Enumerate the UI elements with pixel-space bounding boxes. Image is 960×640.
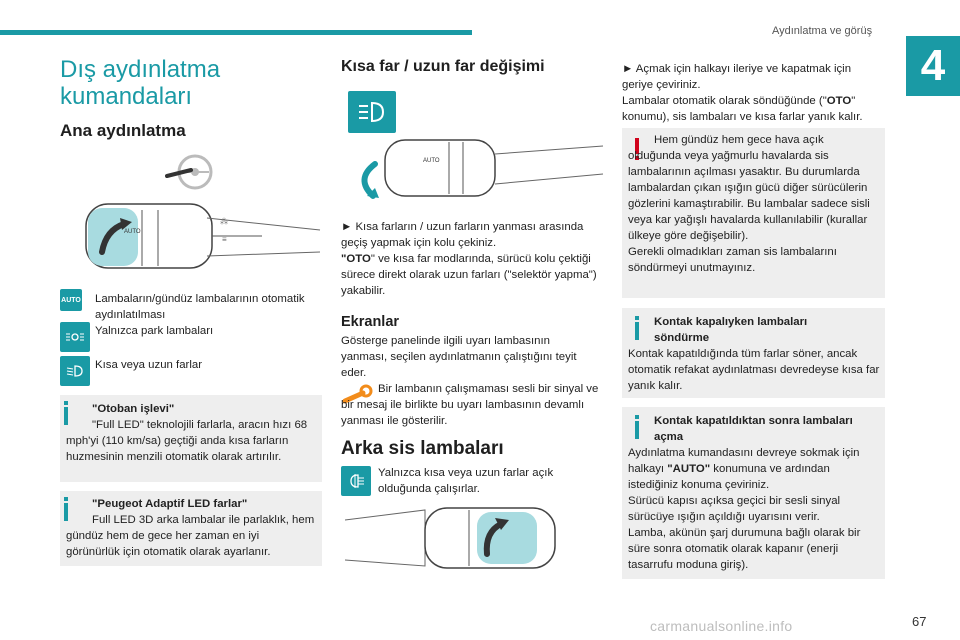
header-accent-bar <box>0 30 472 35</box>
lighting-stalk-illustration <box>62 200 322 278</box>
steering-wheel-illustration <box>165 152 215 194</box>
beam-switch-step: ► Kısa farların / uzun farların yanması arasında geçiş yapmak için kolu çekiniz. <box>341 221 584 249</box>
chapter-tab: 4 <box>906 36 960 96</box>
oto-label: OTO <box>826 95 852 107</box>
subsection-title: Ekranlar <box>341 314 400 330</box>
section-title: Dış aydınlatma kumandaları <box>60 56 221 110</box>
beam-switch-paragraph <box>341 219 603 299</box>
warning-box <box>622 128 885 298</box>
legend-auto-text: Lambaların/gündüz lambalarının otomatik aydınlatılması <box>95 293 305 321</box>
auto-icon: AUTO <box>60 289 82 311</box>
info-icon <box>635 322 639 340</box>
info-box-adaptive <box>60 491 322 566</box>
fog-auto-text: Lambalar otomatik olarak söndüğünde (" <box>622 95 827 107</box>
svg-text:AUTO: AUTO <box>423 158 440 164</box>
page-number: 67 <box>912 614 927 629</box>
subsection-title: Ana aydınlatma <box>60 121 186 140</box>
oto-quote-open: "OTO <box>341 253 371 265</box>
svg-text:≡: ≡ <box>222 235 227 244</box>
subsection-title: Arka sis lambaları <box>341 438 504 459</box>
info-box-title: "Otoban işlevi" <box>92 403 175 415</box>
svg-text:⁂: ⁂ <box>220 217 228 226</box>
legend-beam-text: Kısa veya uzun farlar <box>95 359 202 371</box>
svg-text:AUTO: AUTO <box>124 229 141 235</box>
info-box-title: "Peugeot Adaptif LED farlar" <box>92 498 248 510</box>
running-header: Aydınlatma ve görüş <box>772 25 873 37</box>
info-box-text-a: Aydınlatma kumandasını devreye sokmak için halkayı <box>628 447 860 475</box>
legend-park-text: Yalnızca park lambaları <box>95 325 214 337</box>
info-box-text: "Full LED" teknolojili farlarla, aracın hızı 68 mph'yi (110 km/sa) geçtiği anda kısa farların huzmesinin menzili otomatik olarak artırılır. <box>66 419 308 463</box>
rear-fog-text: Yalnızca kısa veya uzun farlar açık olduğunda çalışırlar. <box>378 467 554 495</box>
beam-switch-stalk-illustration <box>345 134 605 204</box>
info-box-text-c: konumuna ve ardından istediğiniz konuma çeviriniz. Sürücü kapısı açıksa geçici bir sesli sinyal sürücüye ışığın açıldığı uyarısını verir. Lamba, akünün şarj durumuna bağlı olarak bir süre sonra otomatik olarak kapanır (enerji tasarrufu moduna giriş). <box>628 463 861 571</box>
warning-text: Hem gündüz hem gece hava açık olduğunda veya yağmurlu havalarda sis lambalarının açılması yasaktır. Bu durumlarda lambalardan çıkan ışığın gücü diğer sürücülerin gözlerini kamaştırabilir. Bu lambalar sadece sisli veya kar yağışlı havalarda kullanılabilir (kurallar ülkeye göre değişebilir). Gerekli olmadıkları zaman sis lambalarını söndürmeyi unutmayınız. <box>628 134 870 274</box>
beam-switch-detail: " ve kısa far modlarında, sürücü kolu çektiği sürece direkt olarak uzun farları ("selektör yapma") yakabilir. <box>341 253 597 297</box>
info-box-text <box>628 445 880 573</box>
info-box-after-ignition <box>622 407 885 579</box>
info-box-ignition-off <box>622 308 885 398</box>
subsection-title: Kısa far / uzun far değişimi <box>341 58 545 75</box>
info-box-title: Kontak kapalıyken lambaları söndürme <box>654 316 808 344</box>
rear-fog-stalk-illustration <box>345 500 605 580</box>
low-high-beam-icon <box>60 356 90 386</box>
info-box-title: Kontak kapatıldıktan sonra lambaları açma <box>654 415 853 443</box>
high-beam-icon <box>348 91 396 133</box>
info-box-text: Full LED 3D arka lambalar ile parlaklık, hem gündüz hem de gece her zaman en iyi görünürlük için otomatik olarak ayarlanır. <box>66 514 315 558</box>
fog-step-paragraph: ► Açmak için halkayı ileriye ve kapatmak için geriye çeviriniz. <box>622 63 852 91</box>
watermark: carmanualsonline.info <box>650 618 793 634</box>
info-icon <box>64 401 68 405</box>
info-box-text: Kontak kapatıldığında tüm farlar söner, ancak otomatik refakat aydınlatması devredeyse kısa far yanık kalır. <box>628 348 880 392</box>
rear-fog-icon <box>341 466 371 496</box>
info-icon <box>635 421 639 439</box>
info-box-highway <box>60 395 322 482</box>
fog-auto-text-end: " konumu), sis lambaları ve kısa farlar yanık kalır. <box>622 95 863 123</box>
info-icon <box>635 415 639 419</box>
info-icon <box>635 316 639 320</box>
fog-auto-paragraph <box>622 93 884 125</box>
warning-lamp-note: Bir lambanın çalışmaması sesli bir sinyal ve bir mesaj ile birlikte bu uyarı lambasının devamlı yanması ile gösterilir. <box>341 383 599 427</box>
displays-paragraph: Gösterge panelinde ilgili uyarı lambasının yanması, seçilen aydınlatmanın çalıştığını teyit eder. <box>341 335 577 379</box>
park-lights-icon <box>60 322 90 352</box>
info-icon <box>64 497 68 501</box>
auto-label: "AUTO" <box>667 463 711 475</box>
